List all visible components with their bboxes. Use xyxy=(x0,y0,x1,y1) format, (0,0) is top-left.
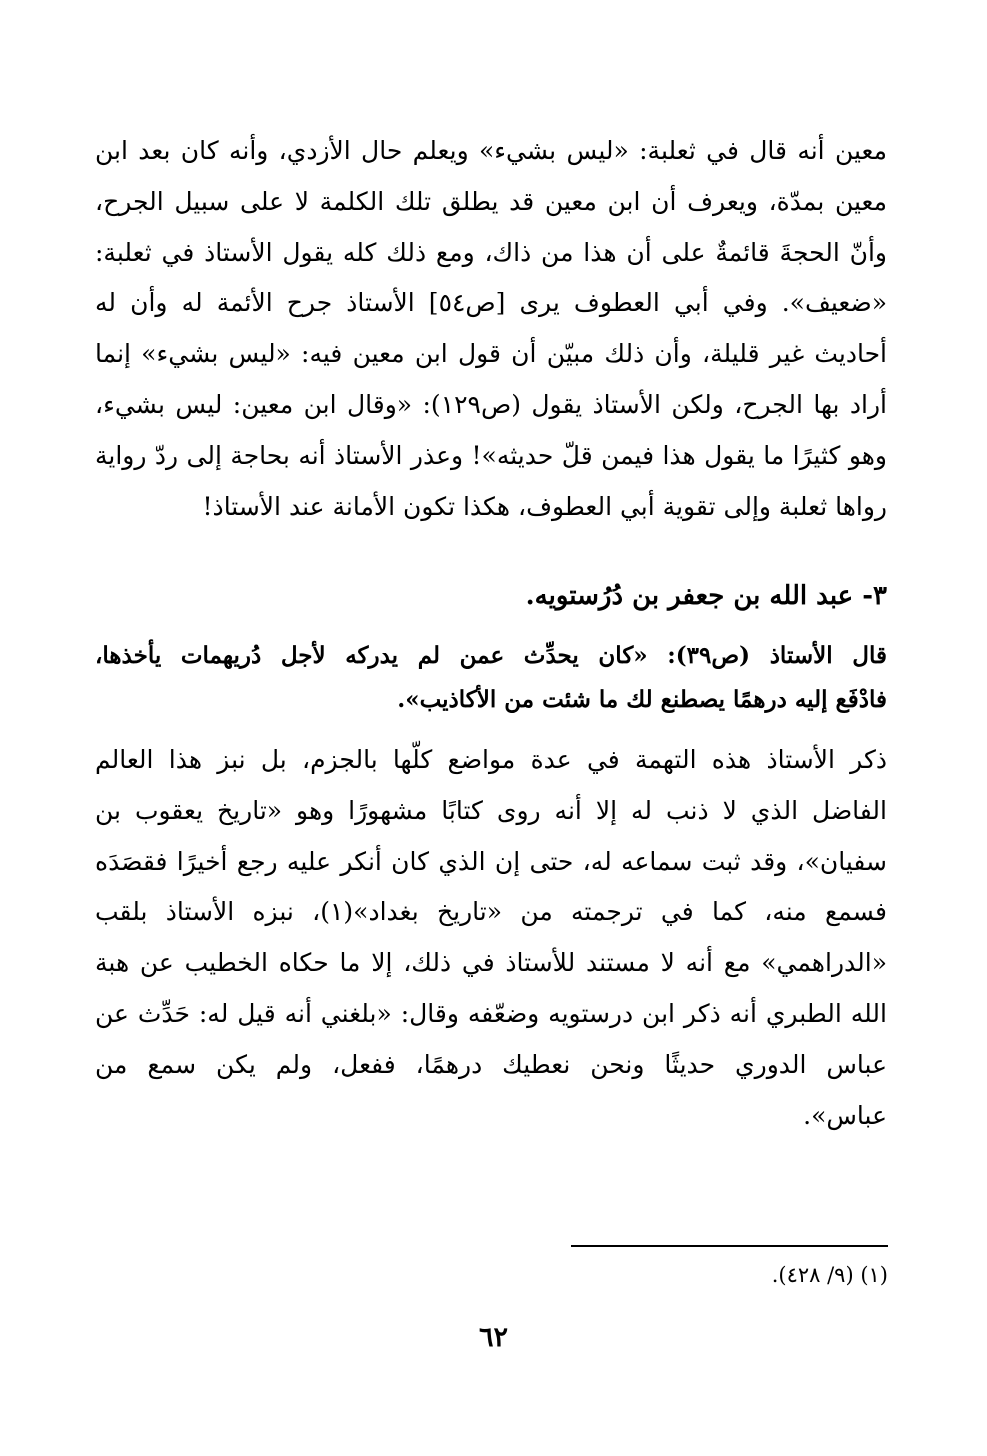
page-number: ٦٢ xyxy=(478,1322,508,1353)
text-line: الفاضل الذي لا ذنب له إلا أنه روى كتابًا مشهورًا وهو «تاريخ يعقوب بن xyxy=(95,795,887,825)
quote-line: قال الأستاذ (ص٣٩): «كان يحدِّث عمن لم يدركه لأجل دُريهمات يأخذها، xyxy=(95,642,887,669)
text-line: الله الطبري أنه ذكر ابن درستويه وضعّفه وقال: «بلغني أنه قيل له: حَدِّث عن xyxy=(95,998,887,1028)
text-line: أراد بها الجرح، ولكن الأستاذ يقول (ص١٢٩): «وقال ابن معين: ليس بشيء، xyxy=(95,389,887,419)
footnote-divider xyxy=(571,1245,888,1247)
text-line: «الدراهمي» مع أنه لا مستند للأستاذ في ذلك، إلا ما حكاه الخطيب عن هبة xyxy=(95,948,887,978)
text-line: «ضعيف». وفي أبي العطوف يرى [ص٥٤] الأستاذ جرح الأئمة له وأن له xyxy=(95,288,887,318)
footnote: (١) (٩/ ٤٢٨). xyxy=(771,1263,888,1287)
section-heading xyxy=(95,576,887,616)
text-line: رواها ثعلبة وإلى تقوية أبي العطوف، هكذا تكون الأمانة عند الأستاذ! xyxy=(202,491,887,521)
text-line: سفيان»، وقد ثبت سماعه له، حتى إن الذي كان أنكر عليه رجع أخيرًا فقصَدَه xyxy=(95,846,887,876)
text-line: ذكر الأستاذ هذه التهمة في عدة مواضع كلّها بالجزم، بل نبز هذا العالم xyxy=(95,745,887,774)
text-line: معين أنه قال في ثعلبة: «ليس بشيء» ويعلم حال الأزدي، وأنه كان بعد ابن xyxy=(95,136,887,165)
text-line: عباس». xyxy=(803,1100,887,1130)
text-line: أحاديث غير قليلة، وأن ذلك مبيّن أن قول ابن معين فيه: «ليس بشيء» إنما xyxy=(95,339,887,369)
quote-line: فادْفَع إليه درهمًا يصطنع لك ما شئت من الأكاذيب». xyxy=(397,686,887,713)
heading-text: ٣- عبد الله بن جعفر بن دُرُستويه. xyxy=(525,581,887,611)
text-line: عباس الدوري حديثًا ونحن نعطيك درهمًا، ففعل، ولم يكن سمع من xyxy=(95,1049,887,1079)
text-line: وأنّ الحجةَ قائمةٌ على أن هذا من ذاك، ومع ذلك كله يقول الأستاذ في ثعلبة: xyxy=(95,237,887,267)
paragraph-1 xyxy=(95,126,887,532)
text-line: وهو كثيرًا ما يقول هذا فيمن قلّ حديثه»! وعذر الأستاذ أنه بحاجة إلى ردّ رواية xyxy=(95,440,887,470)
paragraph-2 xyxy=(95,735,887,1141)
text-line: معين بمدّة، ويعرف أن ابن معين قد يطلق تلك الكلمة لا على سبيل الجرح، xyxy=(95,186,887,216)
quote-block xyxy=(95,634,887,722)
text-line: فسمع منه، كما في ترجمته من «تاريخ بغداد»(١)، نبزه الأستاذ بلقب xyxy=(95,897,887,927)
